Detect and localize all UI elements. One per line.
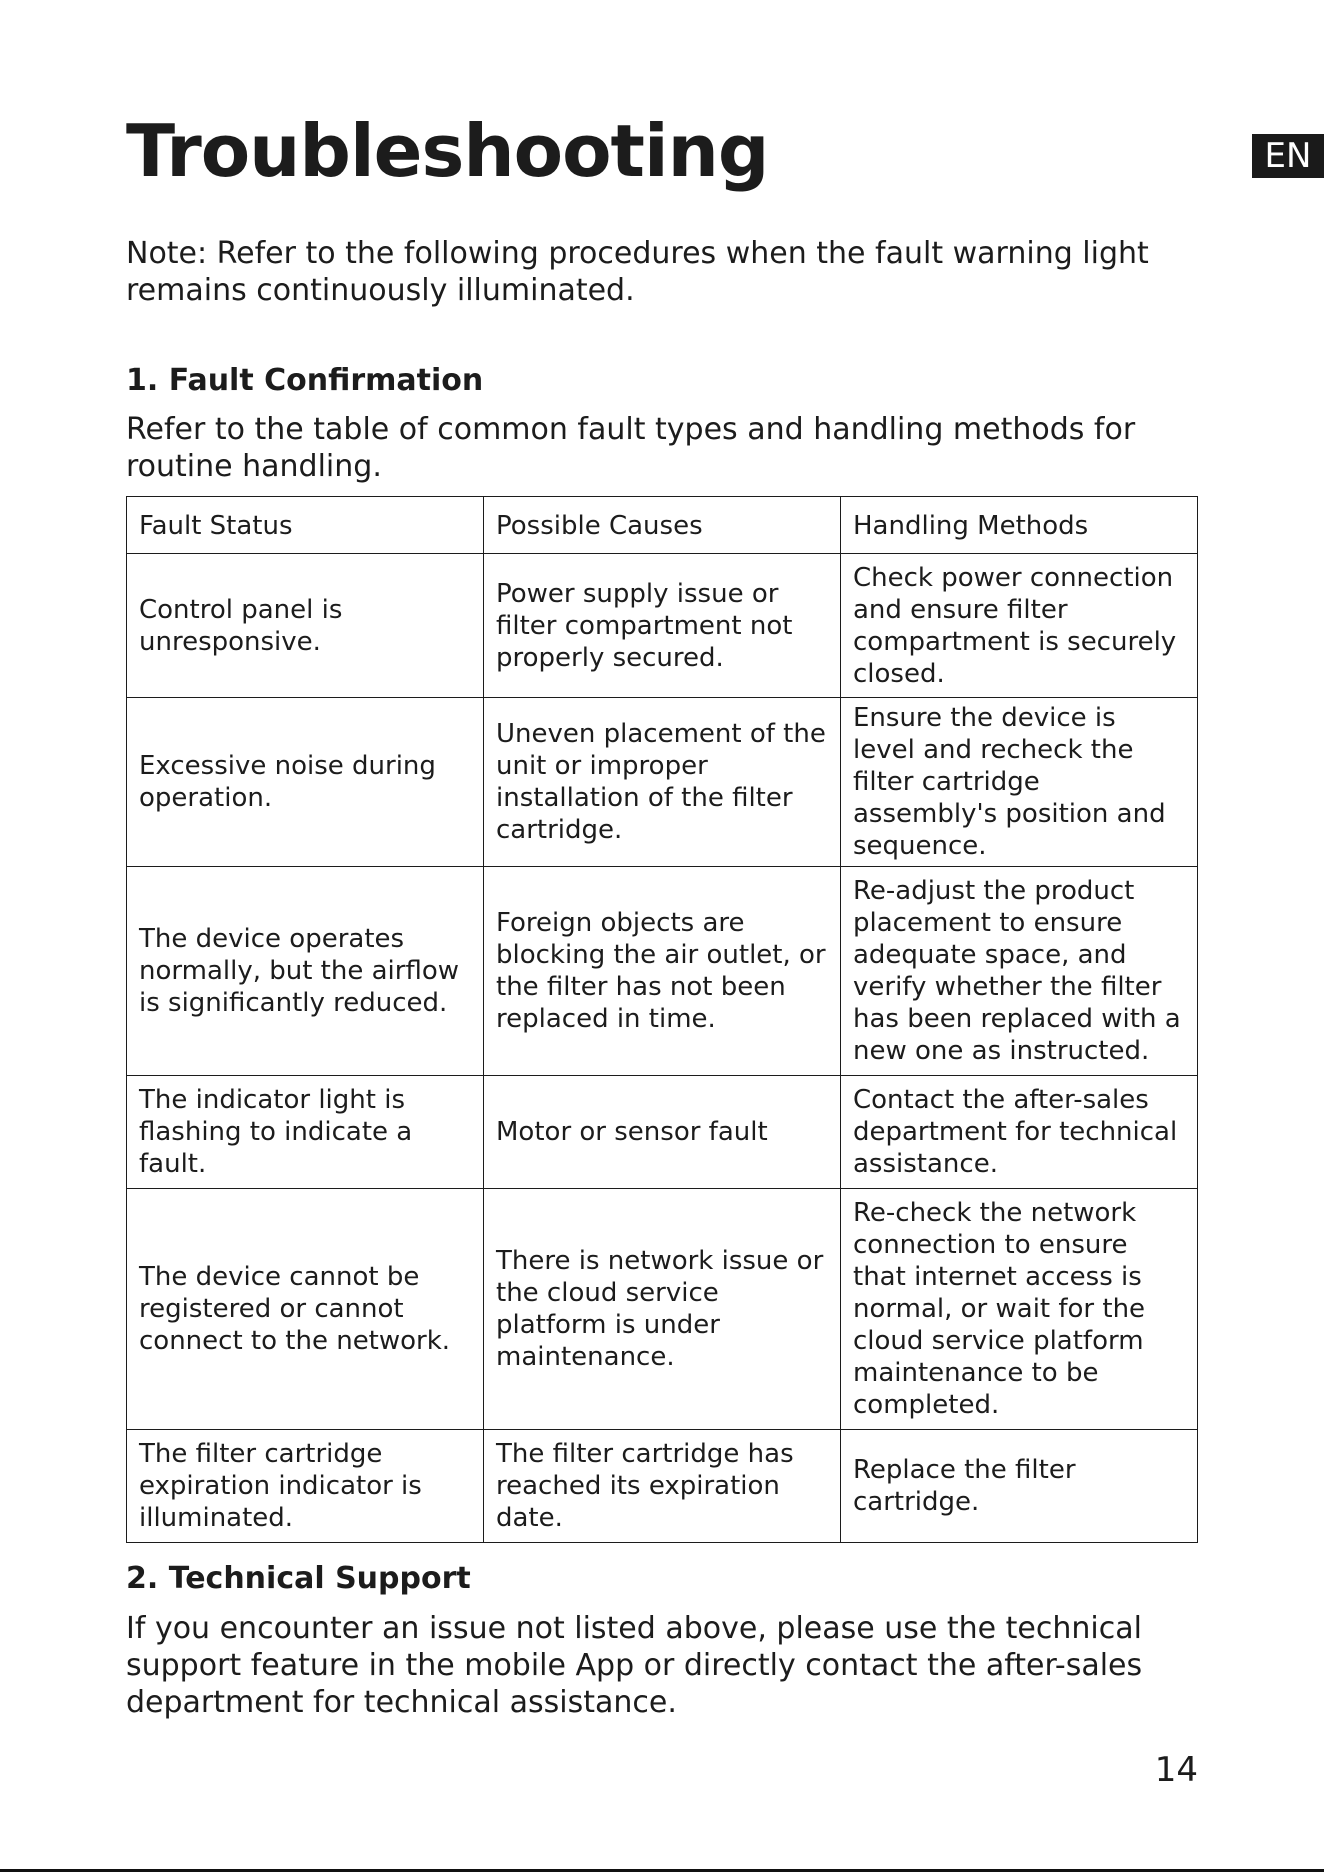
fault-table [126,496,1198,1543]
page-number: 14 [1154,1750,1198,1790]
section-text-technical-support: If you encounter an issue not listed above, please use the technical support feature in the mobile App or directly contact the after-sales department for technical assistance. [126,1611,1143,1720]
table-header-row [127,497,1198,554]
cell-fault-status: The filter cartridge expiration indicator is illuminated. [127,1430,484,1543]
cell-handling-method: Re-check the network connection to ensure that internet access is normal, or wait for the cloud service platform maintenance to be completed. [841,1189,1198,1430]
page-title: Troubleshooting [126,109,769,193]
note-text: Note: Refer to the following procedures when the fault warning light remains continuously illuminated. [126,236,1149,308]
cell-possible-cause: Uneven placement of the unit or improper installation of the filter cartridge. [484,698,841,867]
cell-possible-cause: Power supply issue or filter compartment not properly secured. [484,554,841,698]
table-row [127,867,1198,1076]
cell-fault-status: The device operates normally, but the airflow is significantly reduced. [127,867,484,1076]
table-row [127,1076,1198,1189]
cell-handling-method: Re-adjust the product placement to ensure adequate space, and verify whether the filter has been replaced with a new one as instructed. [841,867,1198,1076]
language-badge: EN [1252,134,1324,178]
table-row [127,1189,1198,1430]
table-row [127,554,1198,698]
cell-fault-status: Control panel is unresponsive. [127,554,484,698]
table-row [127,698,1198,867]
cell-handling-method: Replace the filter cartridge. [841,1430,1198,1543]
cell-possible-cause: The filter cartridge has reached its expiration date. [484,1430,841,1543]
cell-possible-cause: Foreign objects are blocking the air outlet, or the filter has not been replaced in time. [484,867,841,1076]
cell-possible-cause: There is network issue or the cloud service platform is under maintenance. [484,1189,841,1430]
header-possible-causes: Possible Causes [484,497,841,554]
cell-handling-method: Check power connection and ensure filter compartment is securely closed. [841,554,1198,698]
section-heading-fault-confirmation: 1. Fault Confirmation [126,363,484,398]
header-fault-status: Fault Status [127,497,484,554]
table-row [127,1430,1198,1543]
header-handling-methods: Handling Methods [841,497,1198,554]
section-text-fault-confirmation: Refer to the table of common fault types and handling methods for routine handling. [126,412,1136,484]
cell-fault-status: Excessive noise during operation. [127,698,484,867]
cell-fault-status: The indicator light is flashing to indicate a fault. [127,1076,484,1189]
section-heading-technical-support: 2. Technical Support [126,1561,471,1596]
cell-handling-method: Contact the after-sales department for technical assistance. [841,1076,1198,1189]
cell-fault-status: The device cannot be registered or cannot connect to the network. [127,1189,484,1430]
cell-possible-cause: Motor or sensor fault [484,1076,841,1189]
cell-handling-method: Ensure the device is level and recheck the filter cartridge assembly's position and sequence. [841,698,1198,867]
